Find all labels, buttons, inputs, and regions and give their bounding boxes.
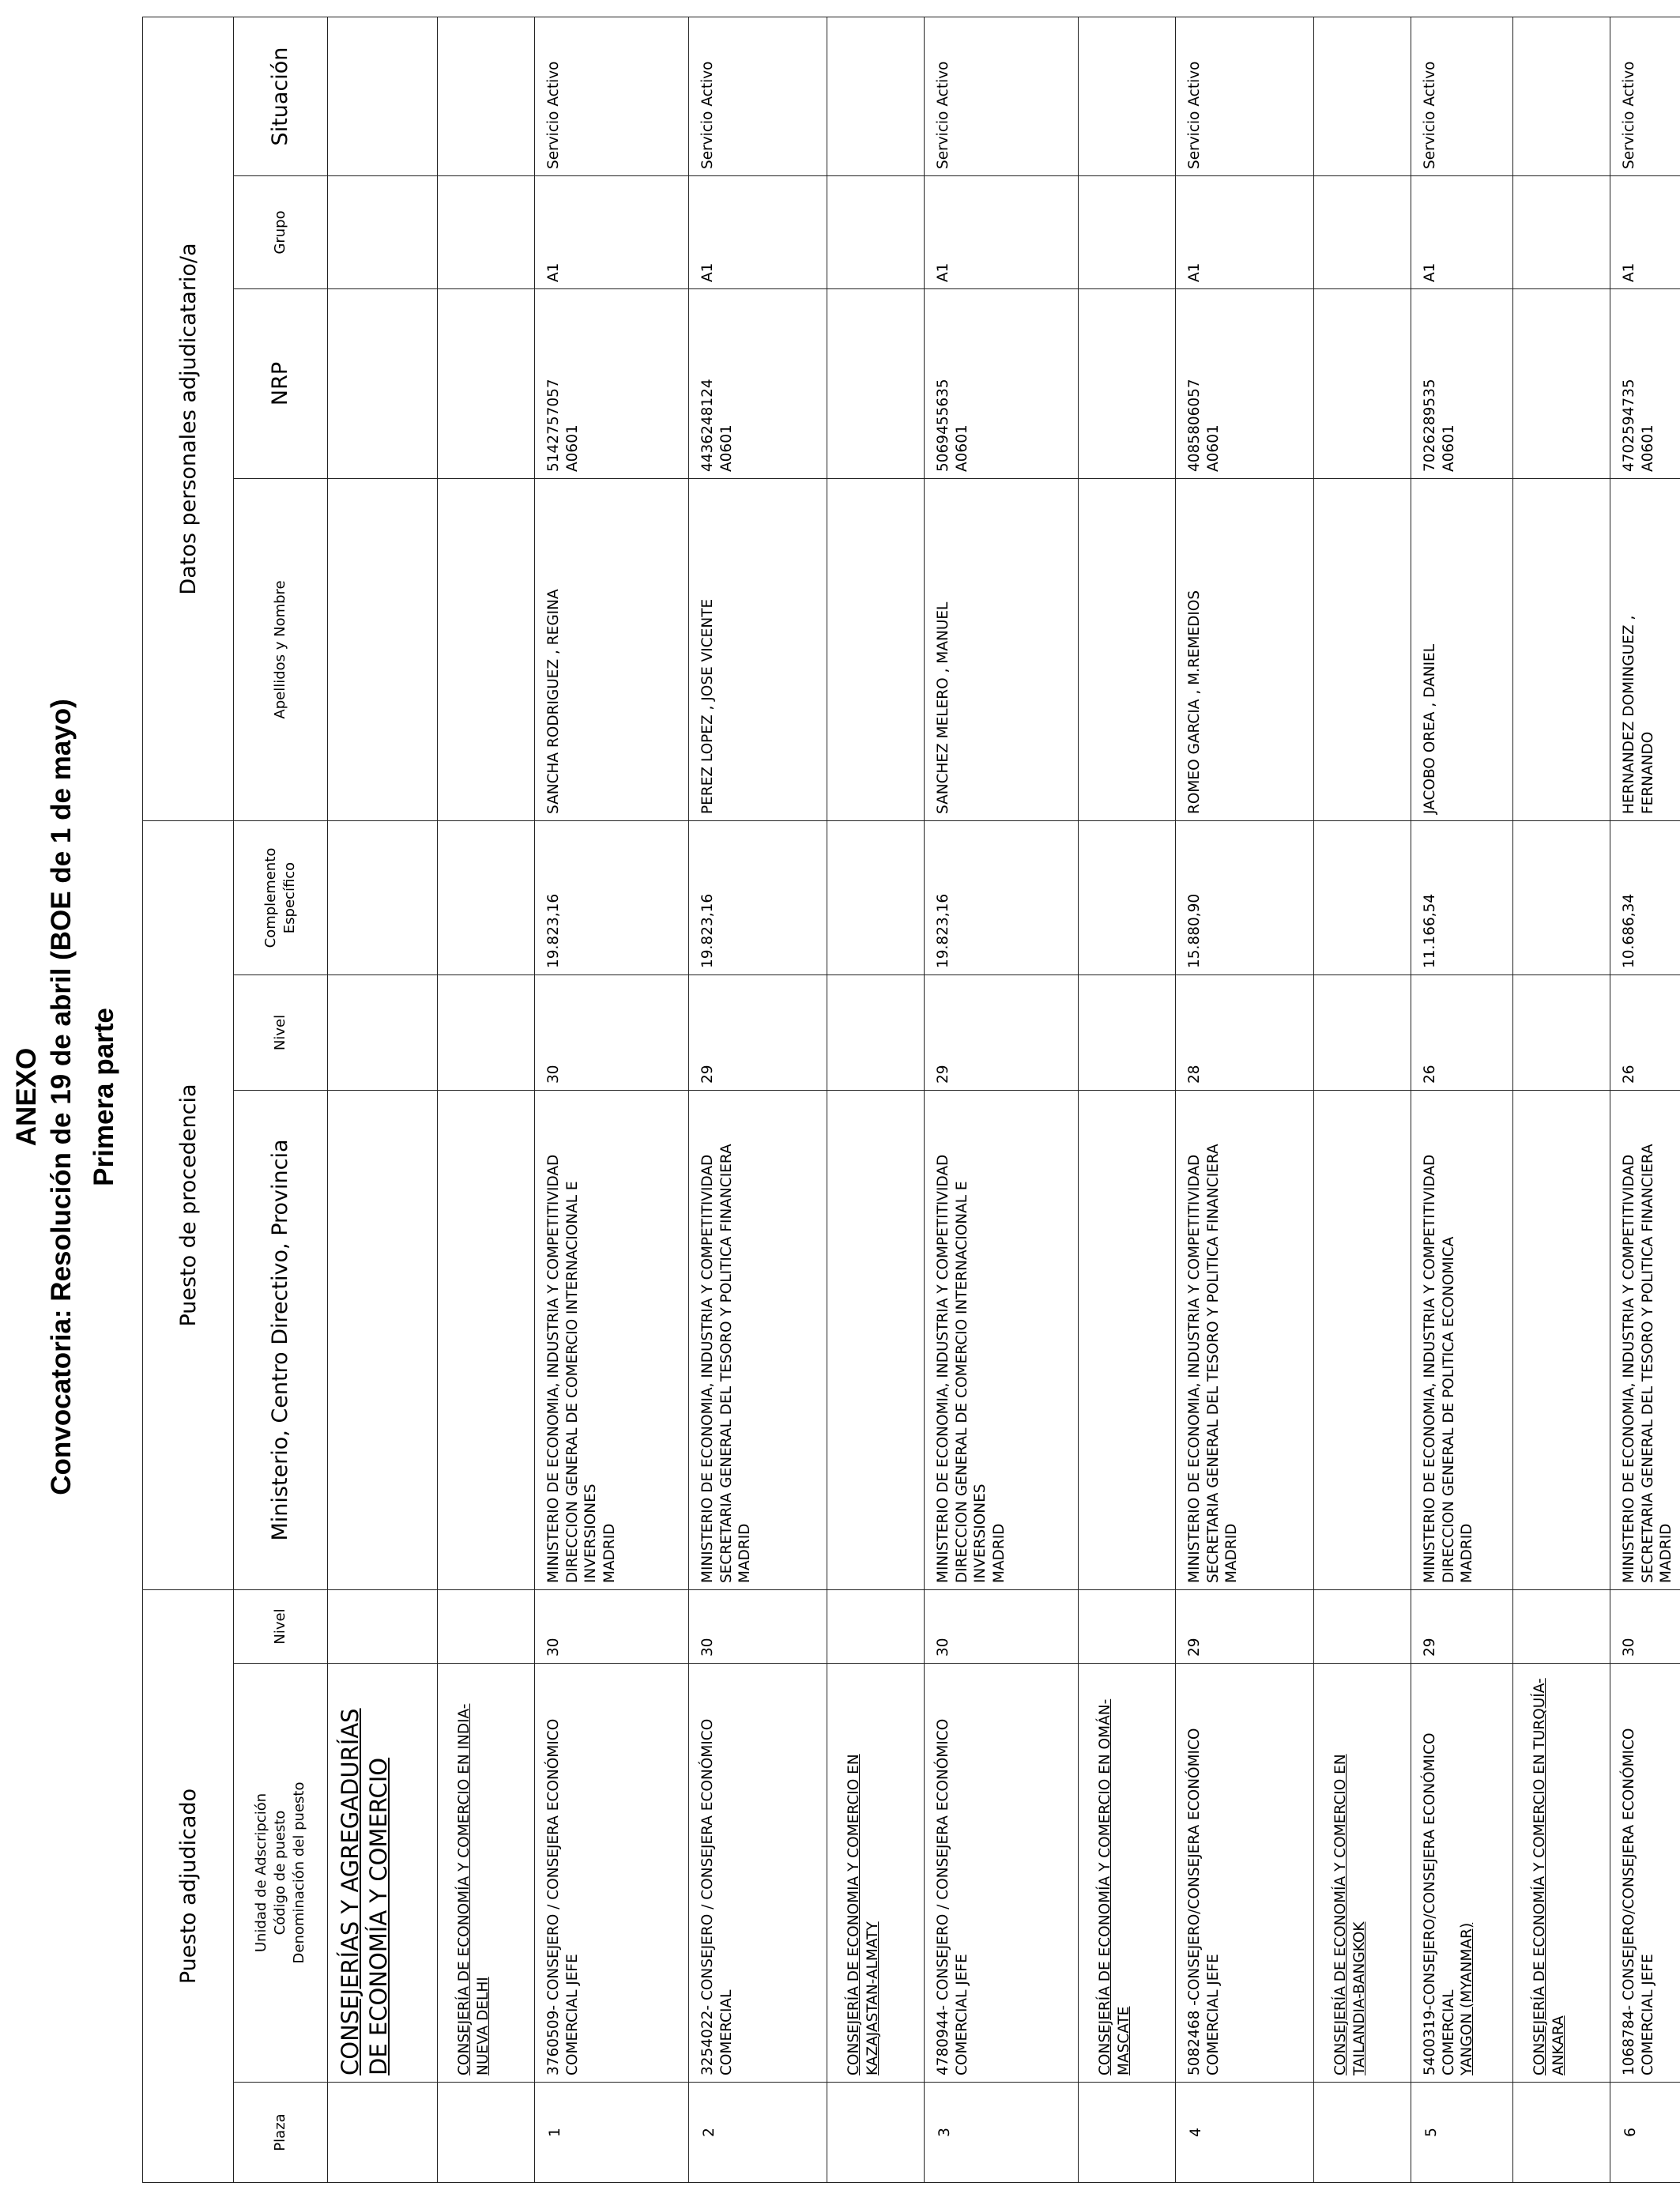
puesto-adjudicado: 3254022- CONSEJERO / CONSEJERA ECONÓMICO COMERCIAL — [689, 1664, 827, 2083]
plaza-number: 3 — [925, 2083, 1079, 2183]
table-row — [535, 17, 689, 2183]
grupo-value: A1 — [1411, 176, 1513, 289]
nrp-value: 4702594735 A0601 — [1610, 289, 1680, 479]
nivel-procedencia: 30 — [535, 975, 689, 1091]
nivel-adjudicado: 30 — [689, 1590, 827, 1664]
group-puesto-adjudicado: Puesto adjudicado — [143, 1590, 234, 2183]
grupo-value: A1 — [1176, 176, 1314, 289]
complemento-especifico: 15.880,90 — [1176, 821, 1314, 975]
nivel-adjudicado: 30 — [1610, 1590, 1680, 1664]
puesto-adjudicado — [1411, 1664, 1513, 2083]
col-grupo: Grupo — [234, 176, 328, 289]
complemento-especifico: 10.686,34 — [1610, 821, 1680, 975]
table-row — [925, 17, 1079, 2183]
col-nrp: NRP — [234, 289, 328, 479]
col-nivel-adjudicado: Nivel — [234, 1590, 328, 1664]
section-row — [328, 17, 438, 2183]
situacion-value: Servicio Activo — [535, 17, 689, 176]
nrp-value: 5069455635 A0601 — [925, 289, 1079, 479]
unit-row — [827, 17, 925, 2183]
nrp-value: 4436248124 A0601 — [689, 289, 827, 479]
document-part: Primera parte — [89, 1008, 119, 1186]
apellidos-nombre: HERNANDEZ DOMINGUEZ , FERNANDO — [1610, 479, 1680, 821]
nivel-adjudicado: 29 — [1411, 1590, 1513, 1664]
puesto-adjudicado: 3760509- CONSEJERO / CONSEJERA ECONÓMICO COMERCIAL JEFE — [535, 1664, 689, 2083]
apellidos-nombre: JACOBO OREA , DANIEL — [1411, 479, 1513, 821]
table-row — [689, 17, 827, 2183]
apellidos-nombre: SANCHA RODRIGUEZ , REGINA — [535, 479, 689, 821]
table-row — [1176, 17, 1314, 2183]
situacion-value: Servicio Activo — [1411, 17, 1513, 176]
plaza-number: 1 — [535, 2083, 689, 2183]
plaza-number: 4 — [1176, 2083, 1314, 2183]
section-title: CONSEJERÍAS Y AGREGADURÍAS DE ECONOMÍA Y COMERCIO — [328, 1664, 438, 2083]
apellidos-nombre: ROMEO GARCIA , M.REMEDIOS — [1176, 479, 1314, 821]
nivel-adjudicado: 29 — [1176, 1590, 1314, 1664]
complemento-especifico: 19.823,16 — [535, 821, 689, 975]
col-complemento: Complemento Específico — [234, 821, 328, 975]
nivel-adjudicado: 30 — [925, 1590, 1079, 1664]
grupo-value: A1 — [535, 176, 689, 289]
puesto-adjudicado: 4780944- CONSEJERO / CONSEJERA ECONÓMICO COMERCIAL JEFE — [925, 1664, 1079, 2083]
unit-name: CONSEJERÍA DE ECONOMÍA Y COMERCIO EN OMÁN-MASCATE — [1079, 1664, 1176, 2083]
group-puesto-procedencia: Puesto de procedencia — [143, 821, 234, 1590]
nivel-procedencia: 26 — [1610, 975, 1680, 1091]
situacion-value: Servicio Activo — [689, 17, 827, 176]
grupo-value: A1 — [925, 176, 1079, 289]
situacion-value: Servicio Activo — [925, 17, 1079, 176]
complemento-especifico: 19.823,16 — [925, 821, 1079, 975]
unit-row — [438, 17, 535, 2183]
document-title: ANEXO — [11, 1047, 42, 1147]
group-datos-personales: Datos personales adjudicatario/a — [143, 17, 234, 821]
col-situacion: Situación — [234, 17, 328, 176]
nrp-value: 7026289535 A0601 — [1411, 289, 1513, 479]
anexo-table — [142, 17, 1680, 2183]
nivel-procedencia: 26 — [1411, 975, 1513, 1091]
grupo-value: A1 — [689, 176, 827, 289]
unit-row — [1079, 17, 1176, 2183]
ministerio-procedencia: MINISTERIO DE ECONOMIA, INDUSTRIA Y COMPETITIVIDAD DIRECCION GENERAL DE COMERCIO INTERNACIONAL E INVERSIONES MADRID — [535, 1091, 689, 1590]
puesto-location: YANGON (MYANMAR) — [1459, 1922, 1475, 2075]
unit-name: CONSEJERÍA DE ECONOMÍA Y COMERCIO EN TURQUÍA-ANKARA — [1513, 1664, 1610, 2083]
nivel-procedencia: 29 — [689, 975, 827, 1091]
nivel-procedencia: 28 — [1176, 975, 1314, 1091]
col-ministerio: Ministerio, Centro Directivo, Provincia — [234, 1091, 328, 1590]
ministerio-procedencia: MINISTERIO DE ECONOMIA, INDUSTRIA Y COMPETITIVIDAD SECRETARIA GENERAL DEL TESORO Y POLITICA FINANCIERA MADRID — [1610, 1091, 1680, 1590]
puesto-text: 5400319-CONSEJERO/CONSEJERA ECONÓMICO COMERCIAL — [1422, 1732, 1457, 2075]
plaza-number: 6 — [1610, 2083, 1680, 2183]
group-header-row — [143, 17, 234, 2183]
situacion-value: Servicio Activo — [1176, 17, 1314, 176]
puesto-adjudicado: 1068784- CONSEJERO/CONSEJERA ECONÓMICO COMERCIAL JEFE — [1610, 1664, 1680, 2083]
ministerio-procedencia: MINISTERIO DE ECONOMIA, INDUSTRIA Y COMPETITIVIDAD DIRECCION GENERAL DE COMERCIO INTERNACIONAL E INVERSIONES MADRID — [925, 1091, 1079, 1590]
table-row — [1411, 17, 1513, 2183]
plaza-number: 2 — [689, 2083, 827, 2183]
document-subtitle: Convocatoria: Resolución de 19 de abril (BOE de 1 de mayo) — [46, 699, 77, 1495]
puesto-adjudicado: 5082468 -CONSEJERO/CONSEJERA ECONÓMICO COMERCIAL JEFE — [1176, 1664, 1314, 2083]
col-nivel-procedencia: Nivel — [234, 975, 328, 1091]
apellidos-nombre: PEREZ LOPEZ , JOSE VICENTE — [689, 479, 827, 821]
nrp-value: 4085806057 A0601 — [1176, 289, 1314, 479]
unit-row — [1314, 17, 1411, 2183]
col-apellidos: Apellidos y Nombre — [234, 479, 328, 821]
unit-name: CONSEJERÍA DE ECONOMÍA Y COMERCIO EN INDIA-NUEVA DELHI — [438, 1664, 535, 2083]
nivel-procedencia: 29 — [925, 975, 1079, 1091]
column-header-row — [234, 17, 328, 2183]
col-plaza: Plaza — [234, 2083, 328, 2183]
unit-name: CONSEJERÍA DE ECONOMIA Y COMERCIO EN KAZAJASTAN-ALMATY — [827, 1664, 925, 2083]
col-unidad: Unidad de Adscripción Código de puesto Denominación del puesto — [234, 1664, 328, 2083]
ministerio-procedencia: MINISTERIO DE ECONOMIA, INDUSTRIA Y COMPETITIVIDAD SECRETARIA GENERAL DEL TESORO Y POLITICA FINANCIERA MADRID — [1176, 1091, 1314, 1590]
complemento-especifico: 19.823,16 — [689, 821, 827, 975]
complemento-especifico: 11.166,54 — [1411, 821, 1513, 975]
grupo-value: A1 — [1610, 176, 1680, 289]
apellidos-nombre: SANCHEZ MELERO , MANUEL — [925, 479, 1079, 821]
ministerio-procedencia: MINISTERIO DE ECONOMIA, INDUSTRIA Y COMPETITIVIDAD SECRETARIA GENERAL DEL TESORO Y POLITICA FINANCIERA MADRID — [689, 1091, 827, 1590]
nrp-value: 5142757057 A0601 — [535, 289, 689, 479]
ministerio-procedencia: MINISTERIO DE ECONOMIA, INDUSTRIA Y COMPETITIVIDAD DIRECCION GENERAL DE POLITICA ECONOMICA MADRID — [1411, 1091, 1513, 1590]
unit-name: CONSEJERÍA DE ECONOMÍA Y COMERCIO EN TAILANDIA-BANGKOK — [1314, 1664, 1411, 2083]
unit-row — [1513, 17, 1610, 2183]
situacion-value: Servicio Activo — [1610, 17, 1680, 176]
plaza-number: 5 — [1411, 2083, 1513, 2183]
nivel-adjudicado: 30 — [535, 1590, 689, 1664]
table-row — [1610, 17, 1680, 2183]
